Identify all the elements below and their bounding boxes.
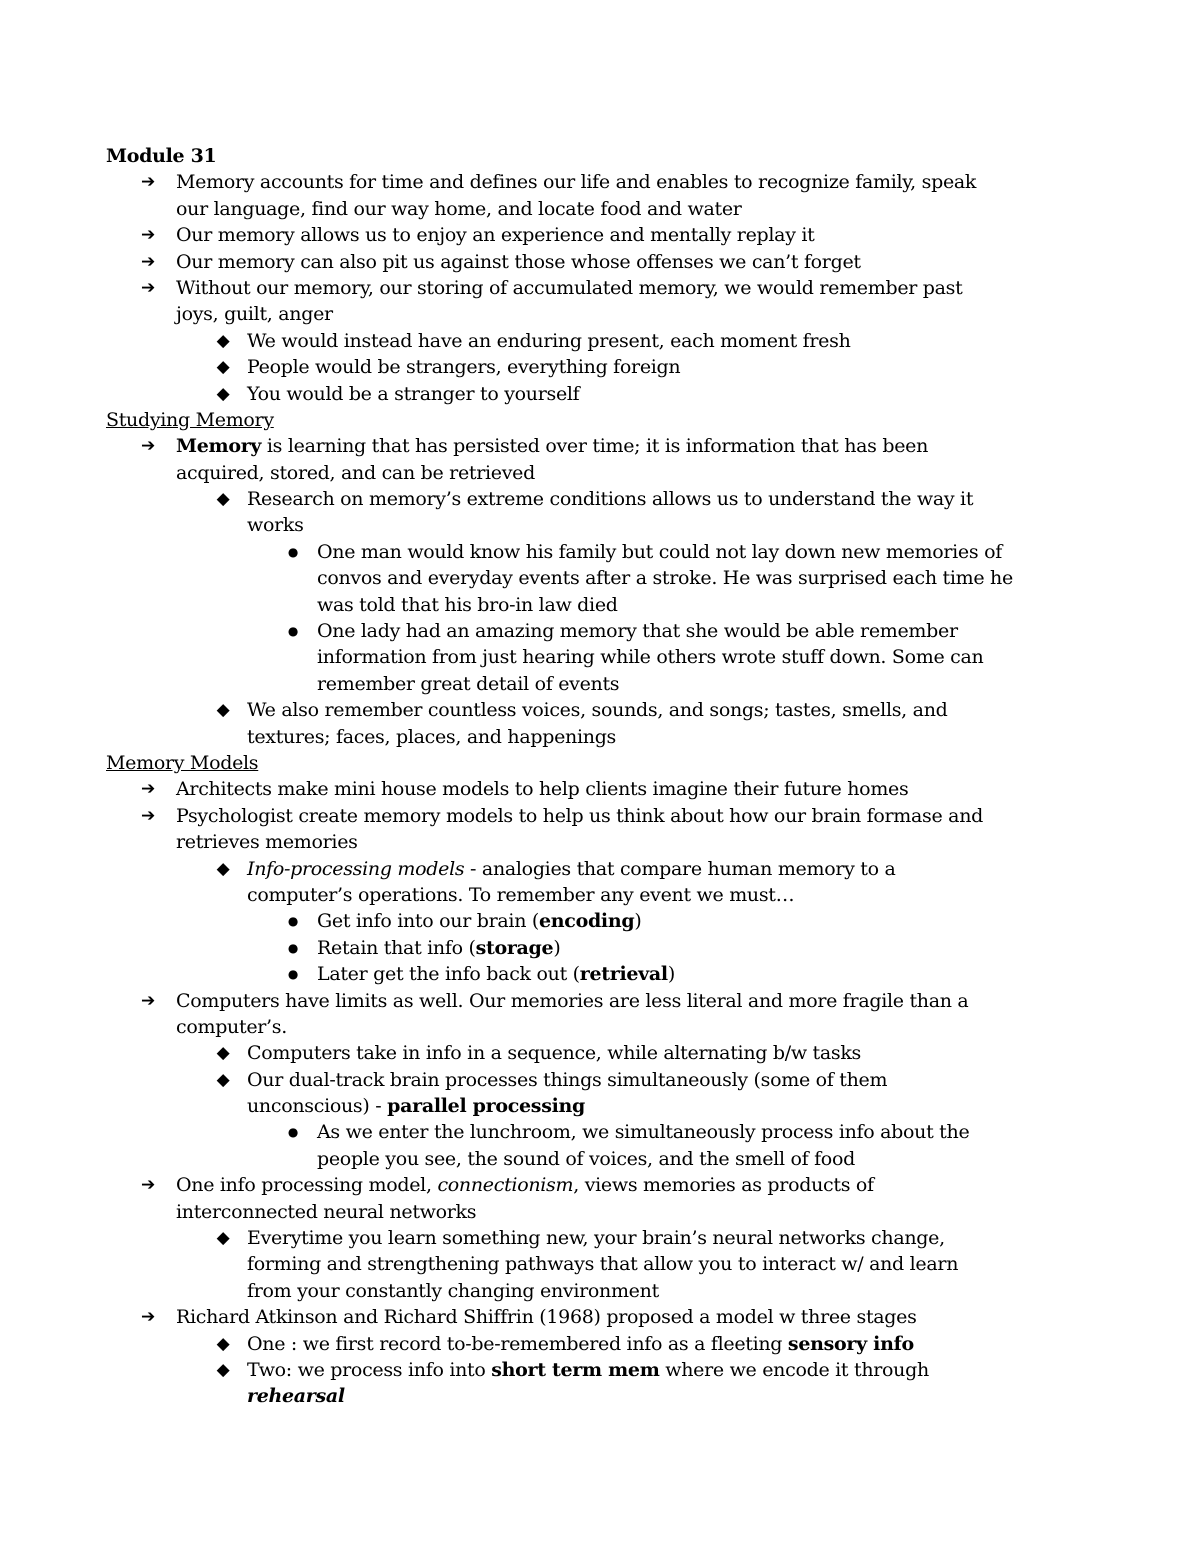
text-segment: textures; faces, places, and happenings	[247, 725, 617, 748]
dot-bullet-icon: ●	[287, 914, 299, 929]
text-segment: from your constantly changing environment	[247, 1279, 659, 1302]
list-item-line	[287, 961, 1106, 987]
list-item-line	[216, 697, 1106, 723]
list-item-line	[176, 301, 1106, 327]
text-segment: One lady had an amazing memory that she would be able remember	[317, 620, 958, 643]
list-item-line	[317, 592, 1106, 618]
text-segment: Our dual-track brain processes things simultaneously (some of them	[247, 1068, 888, 1091]
diamond-bullet-icon: ◆	[216, 1069, 230, 1090]
text-segment: encoding	[539, 910, 635, 933]
list-item-line	[216, 1357, 1106, 1383]
list-item-line	[247, 1383, 1106, 1409]
list-item-line	[216, 381, 1106, 407]
section-heading	[106, 407, 1106, 433]
arrow-bullet-icon: ➔	[141, 251, 155, 272]
section-heading	[106, 143, 1106, 169]
dot-bullet-icon: ●	[287, 1125, 299, 1140]
list-item-line	[216, 1067, 1106, 1093]
list-item-line	[287, 1119, 1106, 1145]
list-item-line	[141, 222, 1106, 248]
list-item-line	[247, 1278, 1106, 1304]
arrow-bullet-icon: ➔	[141, 172, 155, 193]
list-item-line	[141, 169, 1106, 195]
arrow-bullet-icon: ➔	[141, 990, 155, 1011]
text-segment: short term mem	[491, 1358, 660, 1381]
text-segment: retrieval	[579, 963, 668, 986]
text-segment: )	[667, 963, 675, 986]
diamond-bullet-icon: ◆	[216, 489, 230, 510]
text-segment: computer’s.	[176, 1015, 287, 1038]
list-item-line	[141, 803, 1106, 829]
text-segment: Computers have limits as well. Our memories are less literal and more fragile than a	[176, 989, 969, 1012]
text-segment: sensory info	[787, 1332, 914, 1355]
text-segment: information from just hearing while others wrote stuff down. Some can	[317, 646, 984, 669]
text-segment: acquired, stored, and can be retrieved	[176, 461, 535, 484]
text-segment: - analogies that compare human memory to a	[464, 857, 896, 880]
text-segment: Architects make mini house models to help clients imagine their future homes	[176, 778, 909, 801]
list-item-line	[216, 328, 1106, 354]
text-segment: Later get the info back out (	[317, 963, 580, 986]
dot-bullet-icon: ●	[287, 940, 299, 955]
text-segment: retrieves memories	[176, 831, 358, 854]
text-segment: Computers take in info in a sequence, while alternating b/w tasks	[247, 1042, 862, 1065]
text-segment: Memory Models	[106, 751, 259, 774]
list-item-line	[176, 460, 1106, 486]
document-page	[106, 143, 1106, 1410]
dot-bullet-icon: ●	[287, 544, 299, 559]
list-item-line	[216, 486, 1106, 512]
text-segment: parallel processing	[387, 1095, 586, 1118]
text-segment: was told that his bro-in law died	[317, 593, 618, 616]
diamond-bullet-icon: ◆	[216, 858, 230, 879]
list-item-line	[216, 354, 1106, 380]
list-item-line	[176, 1014, 1106, 1040]
text-segment: remember great detail of events	[317, 672, 620, 695]
diamond-bullet-icon: ◆	[216, 1333, 230, 1354]
arrow-bullet-icon: ➔	[141, 225, 155, 246]
text-segment: Without our memory, our storing of accumulated memory, we would remember past	[176, 276, 963, 299]
list-item-line	[216, 1040, 1106, 1066]
text-segment: is learning that has persisted over time; it is information that has been	[261, 435, 929, 458]
text-segment: Memory accounts for time and defines our life and enables to recognize family, speak	[176, 171, 977, 194]
text-segment: storage	[475, 936, 554, 959]
list-item-line	[247, 512, 1106, 538]
text-segment: One man would know his family but could not lay down new memories of	[317, 540, 1002, 563]
arrow-bullet-icon: ➔	[141, 436, 155, 457]
list-item-line	[317, 1146, 1106, 1172]
list-item-line	[216, 856, 1106, 882]
text-segment: Everytime you learn something new, your brain’s neural networks change,	[247, 1227, 945, 1250]
diamond-bullet-icon: ◆	[216, 1228, 230, 1249]
text-segment: One info processing model,	[176, 1174, 438, 1197]
list-item-line	[216, 1331, 1106, 1357]
list-item-line	[247, 882, 1106, 908]
list-item-line	[317, 671, 1106, 697]
diamond-bullet-icon: ◆	[216, 357, 230, 378]
list-item-line	[141, 249, 1106, 275]
list-item-line	[141, 1172, 1106, 1198]
list-item-line	[317, 644, 1106, 670]
text-segment: You would be a stranger to yourself	[247, 382, 580, 405]
list-item-line	[287, 618, 1106, 644]
list-item-line	[141, 1304, 1106, 1330]
text-segment: joys, guilt, anger	[176, 303, 333, 326]
text-segment: works	[247, 514, 304, 537]
text-segment: One : we first record to-be-remembered info as a fleeting	[247, 1332, 788, 1355]
diamond-bullet-icon: ◆	[216, 1043, 230, 1064]
text-segment: Research on memory’s extreme conditions allows us to understand the way it	[247, 488, 974, 511]
list-item-line	[247, 724, 1106, 750]
arrow-bullet-icon: ➔	[141, 805, 155, 826]
list-item-line	[317, 565, 1106, 591]
text-segment: We also remember countless voices, sounds, and songs; tastes, smells, and	[247, 699, 948, 722]
text-segment: Info-processing models	[247, 857, 465, 880]
arrow-bullet-icon: ➔	[141, 1307, 155, 1328]
text-segment: , views memories as products of	[573, 1174, 874, 1197]
text-segment: computer’s operations. To remember any event we must…	[247, 883, 795, 906]
section-heading	[106, 750, 1106, 776]
text-segment: Psychologist create memory models to help us think about how our brain formase and	[176, 804, 984, 827]
diamond-bullet-icon: ◆	[216, 383, 230, 404]
list-item-line	[141, 776, 1106, 802]
text-segment: Module 31	[106, 145, 217, 167]
list-item-line	[216, 1225, 1106, 1251]
text-segment: interconnected neural networks	[176, 1200, 477, 1223]
list-item-line	[141, 988, 1106, 1014]
diamond-bullet-icon: ◆	[216, 330, 230, 351]
diamond-bullet-icon: ◆	[216, 1359, 230, 1380]
list-item-line	[176, 196, 1106, 222]
arrow-bullet-icon: ➔	[141, 1175, 155, 1196]
list-item-line	[141, 433, 1106, 459]
text-segment: connectionism	[437, 1174, 574, 1197]
text-segment: Retain that info (	[317, 936, 476, 959]
arrow-bullet-icon: ➔	[141, 779, 155, 800]
list-item-line	[247, 1093, 1106, 1119]
dot-bullet-icon: ●	[287, 624, 299, 639]
text-segment: rehearsal	[247, 1385, 345, 1408]
text-segment: Studying Memory	[106, 408, 274, 431]
text-segment: Memory	[176, 435, 262, 458]
text-segment: our language, find our way home, and locate food and water	[176, 197, 742, 220]
list-item-line	[141, 275, 1106, 301]
diamond-bullet-icon: ◆	[216, 700, 230, 721]
list-item-line	[247, 1251, 1106, 1277]
text-segment: We would instead have an enduring present, each moment fresh	[247, 329, 851, 352]
text-segment: where we encode it through	[659, 1358, 929, 1381]
text-segment: Get info into our brain (	[317, 910, 539, 933]
list-item-line	[287, 908, 1106, 934]
text-segment: )	[634, 910, 642, 933]
text-segment: Our memory can also pit us against those whose offenses we can’t forget	[176, 250, 861, 273]
text-segment: Richard Atkinson and Richard Shiffrin (1968) proposed a model w three stages	[176, 1306, 917, 1329]
arrow-bullet-icon: ➔	[141, 277, 155, 298]
list-item-line	[176, 1199, 1106, 1225]
text-segment: Our memory allows us to enjoy an experience and mentally replay it	[176, 224, 815, 247]
list-item-line	[176, 829, 1106, 855]
text-segment: convos and everyday events after a stroke. He was surprised each time he	[317, 567, 1013, 590]
text-segment: People would be strangers, everything foreign	[247, 356, 681, 379]
text-segment: Two: we process info into	[247, 1358, 492, 1381]
list-item-line	[287, 935, 1106, 961]
text-segment: forming and strengthening pathways that allow you to interact w/ and learn	[247, 1253, 959, 1276]
text-segment: As we enter the lunchroom, we simultaneously process info about the	[317, 1121, 970, 1144]
list-item-line	[287, 539, 1106, 565]
dot-bullet-icon: ●	[287, 967, 299, 982]
text-segment: unconscious) -	[247, 1095, 388, 1118]
text-segment: people you see, the sound of voices, and the smell of food	[317, 1147, 855, 1170]
text-segment: )	[553, 936, 561, 959]
